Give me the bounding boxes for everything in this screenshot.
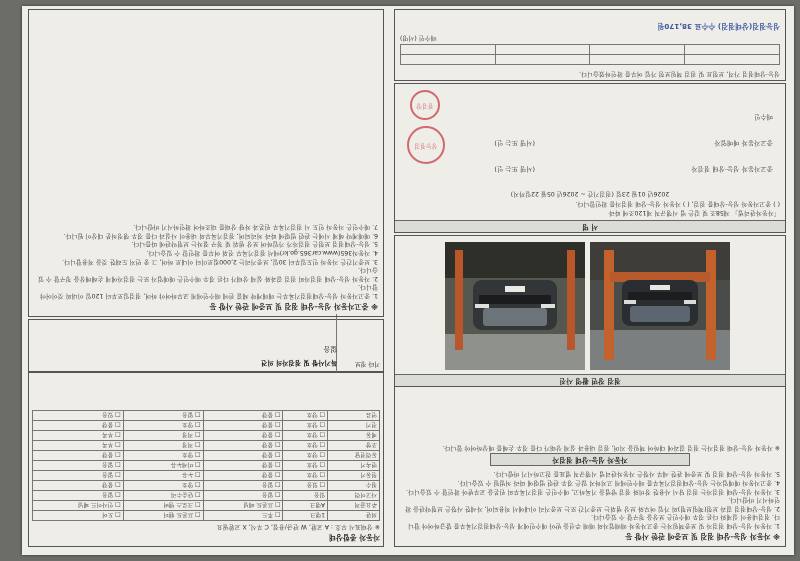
sign-date: 2026년 01월 23일 (점검기간 ~ 2026년 05월 22일까지)	[510, 189, 670, 197]
condition-cell: □ 불량	[33, 421, 124, 431]
right-column	[28, 16, 384, 547]
condition-cell: 변속기	[328, 461, 380, 471]
condition-cell: 제동	[328, 431, 380, 441]
right-paragraph: 1. 중고자동차 성능·상태점검기록부는 매매계약 체결 전에 매수인에게 교부하여야 하며, 점검일로부터 120일 이내의 것이어야 합니다.	[39, 283, 378, 299]
left-paragraph: 1. 자동차 성능·상태 점검자 및 보증책임자는 중고자동차 매매업자의 매매 주선을 받아 매수인에게 성능·상태점검기록부를 발급하여야 합니다. 점검내용이 실제와 다른 경우 매수인은 보상을 청구할 수 있습니다.	[407, 513, 780, 529]
condition-cell: □ 양호	[283, 431, 328, 441]
inspection-document	[22, 6, 794, 555]
condition-cell: 조향	[328, 441, 380, 451]
sign-text: 「자동차관리법」 제58조 및 같은 법 시행규칙 제120조에 따라	[608, 209, 780, 216]
condition-cell: 동력전달	[328, 451, 380, 461]
condition-cell: □ 적정	[123, 431, 203, 441]
condition-cell: □ 불량	[203, 411, 283, 421]
condition-cell: □ 불량	[203, 461, 283, 471]
condition-section	[28, 371, 384, 547]
condition-cell: □ 불량	[203, 471, 283, 481]
signer-role: 매수인	[754, 113, 773, 121]
sign-text: ( ) 중고자동차 성능·상태를 점검, ( ) 자동차 성능·상태 점검자를 확인합니다.	[575, 200, 780, 208]
special-side-label: 기타 정보	[336, 314, 383, 372]
left-title: ※ 자동차 성능·상태 점검 및 보증에 관한 사항 등	[625, 532, 780, 541]
condition-row	[33, 421, 380, 431]
condition-cell: □ 없음	[33, 491, 124, 501]
special-section	[28, 319, 384, 373]
condition-title: 자동차 종합상태	[328, 533, 380, 542]
condition-cell: □ 도어	[33, 511, 124, 521]
inspection-photo-rear	[445, 242, 585, 370]
right-paragraph: 2. 자동차 성능·상태 점검자의 점검 결과와 실제 상태가 다른 경우 매수인은 매매업자 또는 점검자에게 손해배상을 청구할 수 있습니다.	[37, 266, 378, 282]
left-paragraph: 5. 자동차 성능·상태 점검 및 보증에 관한 세부 사항은 자동차관리법 시행규칙 별표를 참고하시기 바랍니다.	[493, 470, 780, 478]
right-paragraph: 4. 자동차365(www.car365.go.kr)에서 점검기록부 진위 여부를 확인할 수 있습니다.	[146, 249, 378, 257]
signer-role: 중고자동차 매매업자	[714, 139, 773, 147]
special-value: 없음	[323, 345, 337, 353]
condition-cell: 주요골격	[328, 501, 380, 511]
condition-cell: □ 크로스 멤버	[123, 501, 203, 511]
condition-cell: □ 단순수리	[123, 491, 203, 501]
condition-cell: □ 프론트 패널	[203, 501, 283, 511]
condition-cell: □ 있음	[33, 411, 124, 421]
condition-cell: □ 양호	[283, 461, 328, 471]
right-paragraph: 7. 매수인은 자동차 인도 시 점검기록부 원본과 차량 상태를 대조하여 확인하시기 바랍니다.	[133, 223, 378, 231]
condition-row	[33, 431, 380, 441]
condition-cell: □ 양호	[283, 451, 328, 461]
condition-cell: □ 미세누유	[123, 461, 203, 471]
red-seal-stamp: 성능점검	[407, 126, 445, 164]
condition-cell: □ 없음	[33, 461, 124, 471]
condition-cell: A랭크	[283, 501, 328, 511]
signer-name: (서명 또는 인)	[494, 139, 535, 147]
condition-cell: □ 불량	[203, 431, 283, 441]
condition-row	[33, 471, 380, 481]
condition-cell: □ 부족	[33, 441, 124, 451]
red-seal-stamp: 점검장	[410, 90, 440, 120]
signature-section	[394, 83, 786, 233]
condition-cell: □ 양호	[283, 411, 328, 421]
right-terms-section	[28, 9, 384, 317]
fee-title: 성능점검(상태점검) 수수료 38,170원	[657, 21, 780, 31]
condition-cell: □ 불량	[33, 481, 124, 491]
condition-cell: □ 후드	[203, 511, 283, 521]
left-paragraph: 2. 성능·상태점검 결과 보험(책임보험)의 가입 여부와 보상 범위는 보증기간 또는 보증거리 이내에서 적용되며, 자세한 사항은 보험약관을 확인하시기 바랍니다.	[405, 496, 780, 512]
condition-cell: □ 프론트 휀더	[123, 511, 203, 521]
condition-cell: □ 양호	[123, 421, 203, 431]
condition-legend: ※ 상태표시 부호 : A 교환, W 판금/용접, C 부식, X 교환필요	[216, 523, 380, 530]
condition-cell: 연료	[328, 411, 380, 421]
notice-bar: 자동차 성능·상태 점검자	[490, 453, 690, 466]
condition-row	[33, 511, 380, 521]
condition-cell: 침수	[328, 481, 380, 491]
special-title: 특기사항 및 점검자의 의견	[261, 359, 337, 367]
right-paragraph: 6. 매매계약 해제 시에는 관련 법령에 따라 처리되며, 점검기록부의 내용이 사실과 다를 경우 행정처분 대상이 됩니다.	[63, 231, 378, 239]
condition-cell: 사고이력	[328, 491, 380, 501]
right-paragraph: 5. 성능·상태점검 보험은 점검자가 가입하며 보상 범위 및 청구 절차는 보험약관에 따릅니다.	[131, 240, 378, 248]
condition-cell: □ 양호	[283, 471, 328, 481]
condition-row	[33, 481, 380, 491]
photo-bar: 점검 장면 촬영 사진	[395, 374, 785, 386]
condition-table	[32, 410, 380, 521]
condition-cell: □ 없음	[33, 471, 124, 481]
condition-cell: □ 불량	[203, 451, 283, 461]
signer-name: (서명 또는 인)	[494, 165, 535, 173]
condition-row	[33, 491, 380, 501]
condition-row	[33, 441, 380, 451]
condition-cell: □ 있음	[283, 481, 328, 491]
condition-cell: □ 양호	[283, 441, 328, 451]
condition-cell: □ 불량	[203, 421, 283, 431]
condition-cell: □ 적정	[123, 441, 203, 451]
condition-cell: □ 불량	[203, 441, 283, 451]
condition-cell: □ 없음	[123, 411, 203, 421]
left-terms-section	[394, 383, 786, 547]
condition-cell: □ 없음	[203, 491, 283, 501]
left-paragraph: 4. 중고자동차 매매업자는 성능·상태점검기록부를 매수인에게 고지하지 않은 경우 관련 법령에 따라 처벌될 수 있습니다.	[457, 479, 780, 487]
sign-bar: 서 명	[395, 220, 785, 232]
condition-row	[33, 501, 380, 511]
signer-role: 중고자동차 성능·상태 점검자	[691, 165, 773, 173]
left-paragraph: ※ 자동차 성능·상태 점검자는 점검 결과에 대하여 책임을 지며, 점검 내용과 실제 상태가 다를 경우 손해를 배상하여야 합니다.	[442, 443, 780, 451]
condition-cell: □ 없음	[203, 481, 283, 491]
fee-row: 성능·상태점검 가격, 보험료 및 점검 책임보험 가입 여부를 확인하였습니다.	[579, 70, 780, 77]
left-column	[394, 16, 786, 547]
condition-cell: 외판	[328, 511, 380, 521]
condition-cell: 있음	[283, 491, 328, 501]
condition-cell: □ 부족	[33, 431, 124, 441]
condition-cell: □ 불량	[33, 451, 124, 461]
photo-section	[394, 235, 786, 387]
right-terms-title: ※ 중고자동차 성능·상태 점검 및 보증에 관한 사항 등	[209, 302, 378, 311]
condition-row	[33, 461, 380, 471]
left-paragraph: 3. 자동차 성능·상태 점검자는 점검 당시 사용한 장비와 점검 방법을 기록하고, 매수인은 점검기록부의 원본을 교부받아 확인할 수 있습니다.	[406, 487, 780, 495]
condition-cell: □ 양호	[123, 451, 203, 461]
fee-signer: 매수인 (서명)	[400, 34, 437, 42]
condition-cell: □ 인사이드 패널	[33, 501, 124, 511]
condition-cell: 원동기	[328, 471, 380, 481]
fee-table	[400, 44, 780, 65]
inspection-photo-front	[590, 242, 730, 370]
condition-cell: 1랭크	[283, 511, 328, 521]
condition-cell: □ 양호	[283, 421, 328, 431]
right-paragraph: 3. 보증기간은 자동차 인도일부터 30일, 보증거리는 2,000킬로미터 이내로 하며, 그 중 먼저 도래한 것을 적용합니다.	[62, 257, 378, 265]
condition-cell: □ 누유	[123, 471, 203, 481]
condition-row	[33, 451, 380, 461]
condition-row	[33, 411, 380, 421]
condition-cell: □ 양호	[123, 481, 203, 491]
fee-section	[394, 9, 786, 81]
condition-cell: 전기	[328, 421, 380, 431]
